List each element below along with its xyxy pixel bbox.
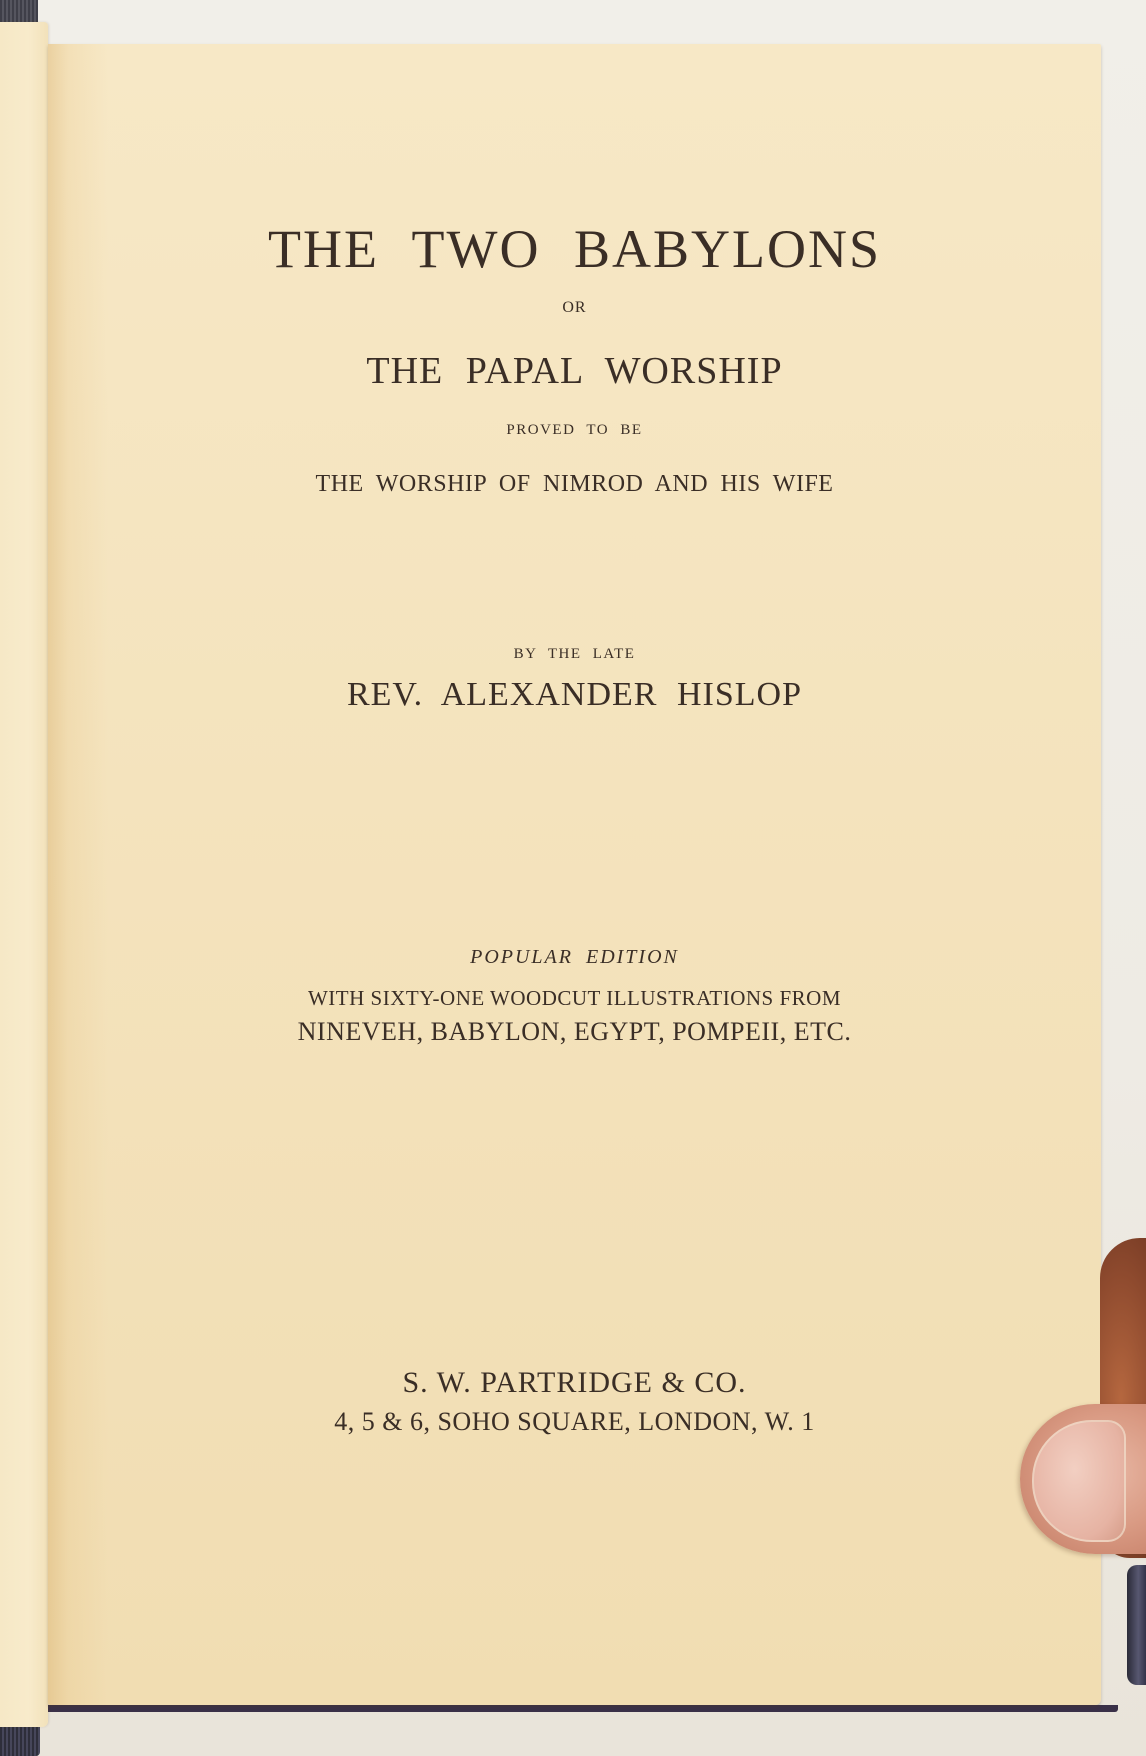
title-conjunction: OR [562,299,587,316]
title-page [48,44,1101,1705]
edition-label: POPULAR EDITION [470,946,679,968]
book-subtitle: THE PAPAL WORSHIP [366,350,783,392]
byline-prefix: BY THE LATE [513,646,636,662]
book-title: THE TWO BABYLONS [268,219,881,279]
publisher-address: 4, 5 & 6, SOHO SQUARE, LONDON, W. 1 [334,1407,815,1436]
publisher-name: S. W. PARTRIDGE & CO. [402,1366,747,1399]
author-name: REV. ALEXANDER HISLOP [346,676,802,713]
book-cover-right-edge [1127,1565,1146,1685]
book-cover-bottom-edge [38,1705,1118,1712]
illustrations-note-line-1: WITH SIXTY-ONE WOODCUT ILLUSTRATIONS FROM [307,986,842,1010]
book-subtitle-2: THE WORSHIP OF NIMROD AND HIS WIFE [315,471,834,497]
subtitle-connector: PROVED TO BE [506,422,643,438]
flyleaf-page [0,22,48,1727]
illustrations-note-line-2: NINEVEH, BABYLON, EGYPT, POMPEII, ETC. [297,1017,852,1046]
